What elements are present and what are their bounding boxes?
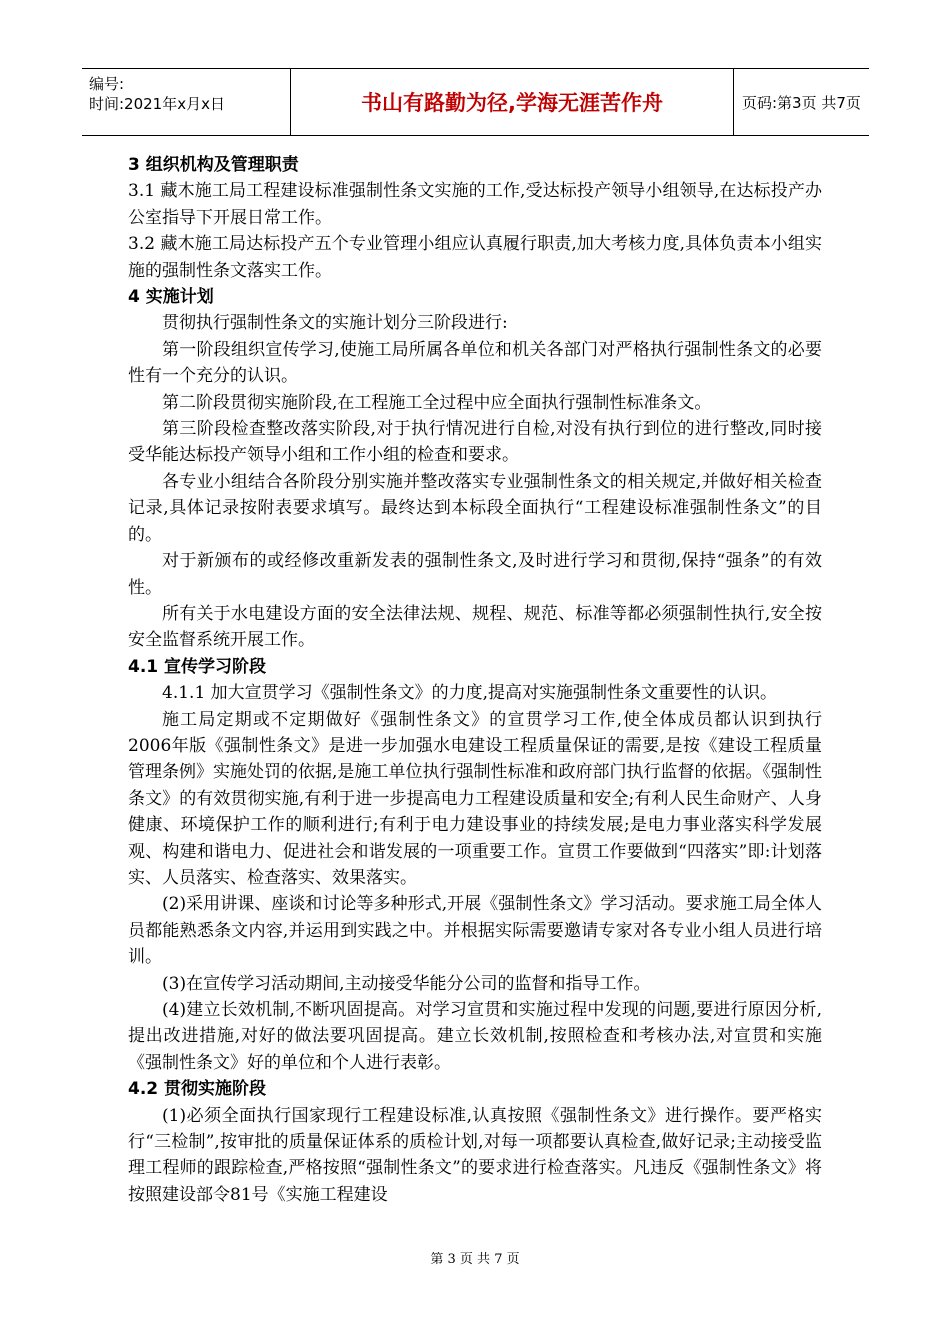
section-heading: 4.2 贯彻实施阶段: [128, 1079, 267, 1100]
body-paragraph: 施工局定期或不定期做好《强制性条文》的宣贯学习工作,使全体成员都认识到执行2006年版《强制性条文》是进一步加强水电建设工程质量保证的需要,是按《建设工程质量管理条例》实施处罚的依据,是施工单位执行强制性标准和政府部门执行监督的依据。《强制性条文》的有效贯彻实施,有利于进一步提高电力工程建设质量和安全;有利人民生命财产、人身健康、环境保护工作的顺利进行;有利于电力建设事业的持续发展;是电力事业落实科学发展观、构建和谐电力、促进社会和谐发展的一项重要工作。宣贯工作要做到“四落实”即:计划落实、人员落实、检查落实、效果落实。: [128, 709, 822, 888]
section-heading: 3 组织机构及管理职责: [128, 155, 299, 175]
body-paragraph: (1)必须全面执行国家现行工程建设标准,认真按照《强制性条文》进行操作。要严格实行“三检制”,按审批的质量保证体系的质检计划,对每一项都要认真检查,做好记录;主动接受监理工程师的跟踪检查,严格按照“强制性条文”的要求进行检查落实。凡违反《强制性条文》将按照建设部令81号《实施工程建设: [128, 1105, 822, 1205]
document-date-label: 时间:2021年x月x日: [89, 95, 225, 113]
body-paragraph: (2)采用讲课、座谈和讨论等多种形式,开展《强制性条文》学习活动。要求施工局全体人员都能熟悉条文内容,并运用到实践之中。并根据实际需要邀请专家对各专业小组人员进行培训。: [128, 894, 822, 968]
body-paragraph: 所有关于水电建设方面的安全法律法规、规程、规范、标准等都必须强制性执行,安全按安全监督系统开展工作。: [128, 603, 822, 651]
page-header: [82, 68, 869, 136]
body-paragraph: 3.1 藏木施工局工程建设标准强制性条文实施的工作,受达标投产领导小组领导,在达标投产办公室指导下开展日常工作。: [128, 181, 822, 228]
header-motto: 书山有路勤为径,学海无涯苦作舟: [291, 69, 734, 135]
body-paragraph: 3.2 藏木施工局达标投产五个专业管理小组应认真履行职责,加大考核力度,具体负责本小组实施的强制性条文落实工作。: [128, 234, 822, 281]
page-footer: 第 3 页 共 7 页: [430, 1252, 520, 1267]
body-paragraph: (3)在宣传学习活动期间,主动接受华能分公司的监督和指导工作。: [162, 973, 651, 994]
body-paragraph: 第一阶段组织宣传学习,使施工局所属各单位和机关各部门对严格执行强制性条文的必要性有一个充分的认识。: [128, 339, 822, 387]
header-page-number: 页码:第3页 共7页: [742, 93, 861, 112]
section-heading: 4 实施计划: [128, 287, 214, 308]
body-paragraph: 各专业小组结合各阶段分别实施并整改落实专业强制性条文的相关规定,并做好相关检查记录,具体记录按附表要求填写。最终达到本标段全面执行“工程建设标准强制性条文”的目的。: [128, 471, 822, 545]
header-meta-cell: [82, 69, 291, 135]
body-paragraph: 第二阶段贯彻实施阶段,在工程施工全过程中应全面执行强制性标准条文。: [162, 392, 712, 413]
body-paragraph: 贯彻执行强制性条文的实施计划分三阶段进行:: [162, 313, 508, 334]
body-paragraph: 4.1.1 加大宣贯学习《强制性条文》的力度,提高对实施强制性条文重要性的认识。: [162, 683, 778, 704]
section-heading: 4.1 宣传学习阶段: [128, 656, 267, 677]
document-body: [128, 152, 822, 1208]
document-number-label: 编号:: [89, 75, 125, 93]
body-paragraph: 对于新颁布的或经修改重新发表的强制性条文,及时进行学习和贯彻,保持“强条”的有效性。: [128, 551, 822, 598]
body-paragraph: (4)建立长效机制,不断巩固提高。对学习宣贯和实施过程中发现的问题,要进行原因分析,提出改进措施,对好的做法要巩固提高。建立长效机制,按照检查和考核办法,对宣贯和实施《强制性条文》好的单位和个人进行表彰。: [128, 1000, 822, 1073]
body-paragraph: 第三阶段检查整改落实阶段,对于执行情况进行自检,对没有执行到位的进行整改,同时接受华能达标投产领导小组和工作小组的检查和要求。: [128, 419, 822, 466]
